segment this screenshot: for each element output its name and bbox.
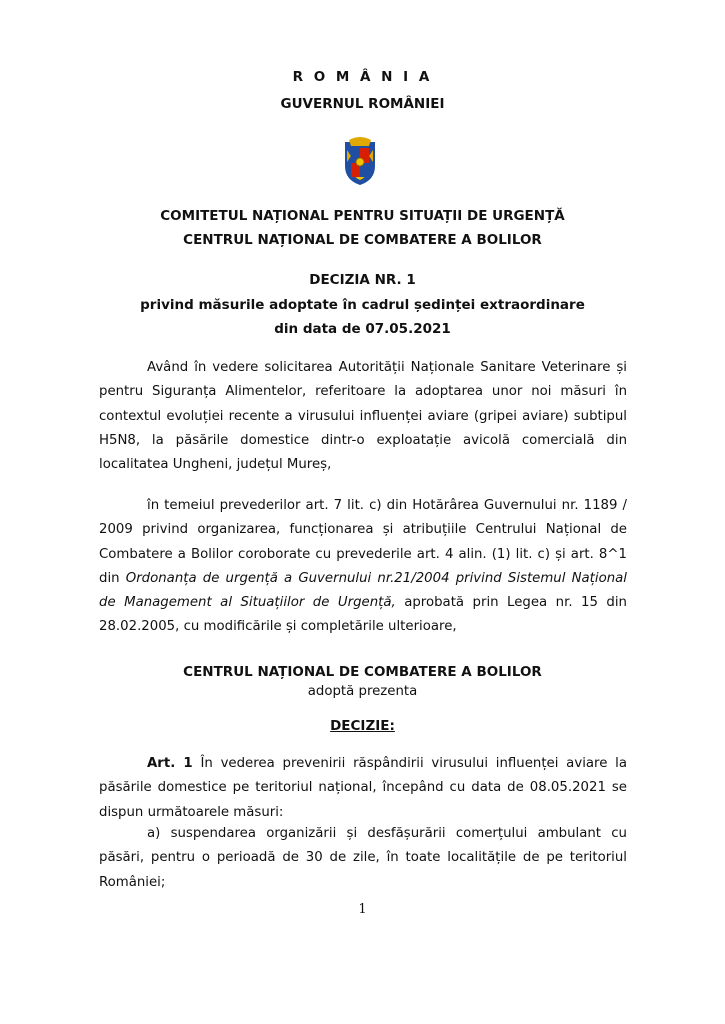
legal-basis-line xyxy=(99,567,627,591)
article-line xyxy=(99,752,627,776)
decision-heading: DECIZIE: xyxy=(330,718,395,734)
ordinance-title-cont: de Management al Situațiilor de Urgență, xyxy=(99,595,396,611)
legal-basis-line: în temeiul prevederilor art. 7 lit. c) din Hotărârea Guvernului nr. 1189 / xyxy=(147,498,627,513)
preamble-line: localitatea Ungheni, județul Mureș, xyxy=(99,457,332,473)
center-name: CENTRUL NAȚIONAL DE COMBATERE A BOLILOR xyxy=(183,232,542,248)
page-number: 1 xyxy=(358,902,367,917)
committee-block xyxy=(0,204,725,252)
decision-date: din data de 07.05.2021 xyxy=(274,321,451,337)
legal-basis-prefix: din xyxy=(99,570,126,586)
government-heading: GUVERNUL ROMÂNIEI xyxy=(280,96,445,112)
article-label: Art. 1 xyxy=(147,756,193,771)
legal-basis-line: 2009 privind organizarea, funcționarea și atribuțiile Centrului Național de xyxy=(99,522,627,538)
article-line: păsările domestice pe teritoriul național, începând cu data de 08.05.2021 se xyxy=(99,780,627,796)
measure-line: păsări, pentru o perioadă de 30 de zile, în toate localitățile de pe teritoriul xyxy=(99,850,627,866)
coat-of-arms-icon xyxy=(343,136,377,186)
legal-basis-line: Combatere a Bolilor coroborate cu prevederile art. 4 alin. (1) lit. c) și art. 8^1 xyxy=(99,546,627,562)
article-line: dispun următoarele măsuri: xyxy=(99,804,284,820)
adoption-verb: adoptă prezenta xyxy=(307,684,418,699)
ordinance-title: Ordonanța de urgență a Guvernului nr.21/2004 privind Sistemul Național xyxy=(125,570,627,586)
approval-law: aprobată prin Legea nr. 15 din xyxy=(395,595,627,611)
committee-name: COMITETUL NAȚIONAL PENTRU SITUAȚII DE URGENȚĂ xyxy=(160,208,565,224)
legal-basis-line: 28.02.2005, cu modificările și completările ulterioare, xyxy=(99,619,457,635)
adopting-body: CENTRUL NAȚIONAL DE COMBATERE A BOLILOR xyxy=(183,664,542,680)
legal-basis-line xyxy=(99,591,627,615)
preamble-line: H5N8, la păsările domestice dintr-o exploatație avicolă comercială din xyxy=(99,432,627,448)
preamble-line: pentru Siguranța Alimentelor, referitoare la adoptarea unor noi măsuri în xyxy=(99,384,627,400)
article-text: În vederea prevenirii răspândirii virusului influenței aviare la xyxy=(192,756,627,771)
preamble-paragraph-1 xyxy=(99,356,627,477)
decision-title-block xyxy=(0,268,725,342)
country-heading: R O M Â N I A xyxy=(292,69,433,85)
decision-subject: privind măsurile adoptate în cadrul ședinței extraordinare xyxy=(140,296,585,313)
article-1 xyxy=(99,752,627,825)
preamble-line: Având în vedere solicitarea Autorității Naționale Sanitare Veterinare și xyxy=(147,360,627,375)
decision-number: DECIZIA NR. 1 xyxy=(309,272,416,288)
measure-a xyxy=(99,822,627,895)
preamble-paragraph-2 xyxy=(99,494,627,640)
preamble-line: contextul evoluției recente a virusului influenței aviare (gripei aviare) subtipul xyxy=(99,408,627,424)
measure-line: a) suspendarea organizării și desfășurării comerțului ambulant cu xyxy=(147,826,627,841)
measure-line: României; xyxy=(99,874,166,890)
